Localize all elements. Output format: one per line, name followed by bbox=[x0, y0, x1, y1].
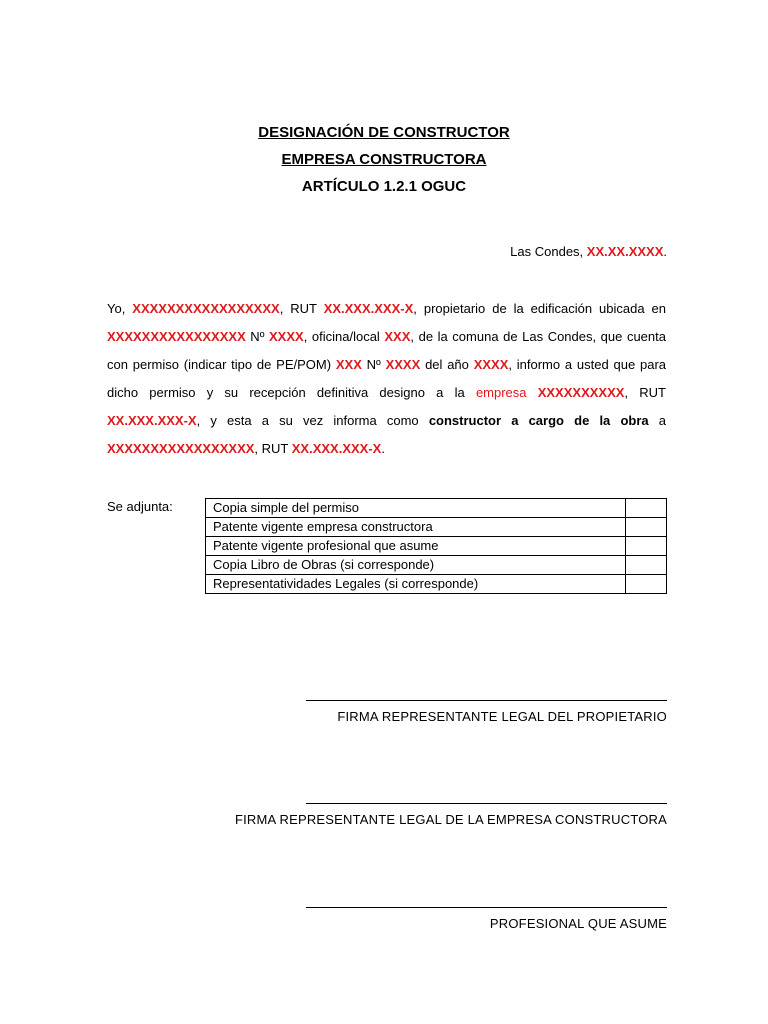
document-article: ARTÍCULO 1.2.1 OGUC bbox=[301, 178, 467, 195]
table-row bbox=[206, 575, 667, 594]
text-segment: , RUT bbox=[254, 441, 292, 456]
attachments-label: Se adjunta: bbox=[107, 499, 173, 514]
declaration-paragraph bbox=[107, 295, 666, 463]
text-segment: , RUT bbox=[279, 301, 324, 316]
text-segment: del año bbox=[420, 357, 474, 372]
attachment-checkbox-cell[interactable] bbox=[626, 575, 667, 594]
attachments-table bbox=[205, 498, 667, 594]
professional-signature-label: PROFESIONAL QUE ASUME bbox=[489, 916, 667, 931]
empresa-word: empresa bbox=[475, 385, 527, 400]
text-segment: Nº bbox=[245, 329, 270, 344]
constructor-name-placeholder: XXXXXXXXXXXXXXXXX bbox=[107, 441, 255, 456]
date-prefix: Las Condes, bbox=[510, 244, 587, 259]
text-segment: Yo, bbox=[107, 301, 133, 316]
attachment-checkbox-cell[interactable] bbox=[626, 499, 667, 518]
text-segment: , RUT bbox=[624, 385, 666, 400]
company-rut-placeholder: XX.XXX.XXX-X bbox=[107, 413, 197, 428]
address-number-placeholder: XXXX bbox=[269, 329, 304, 344]
owner-signature-line bbox=[306, 700, 667, 701]
address-placeholder: XXXXXXXXXXXXXXXX bbox=[107, 329, 246, 344]
attachment-item: Copia Libro de Obras (si corresponde) bbox=[206, 556, 626, 575]
text-segment: , informo a usted que para dicho permiso y su recepción definitiva designo a la bbox=[107, 357, 667, 400]
professional-signature-line bbox=[306, 907, 667, 908]
attachment-item: Patente vigente profesional que asume bbox=[206, 537, 626, 556]
document-title: DESIGNACIÓN DE CONSTRUCTOR bbox=[258, 124, 510, 141]
attachment-checkbox-cell[interactable] bbox=[626, 556, 667, 575]
attachment-item: Representatividades Legales (si corresponde) bbox=[206, 575, 626, 594]
attachment-item: Copia simple del permiso bbox=[206, 499, 626, 518]
attachment-item: Patente vigente empresa constructora bbox=[206, 518, 626, 537]
owner-signature-label: FIRMA REPRESENTANTE LEGAL DEL PROPIETARIO bbox=[337, 709, 667, 724]
text-segment: , oficina/local bbox=[303, 329, 385, 344]
text-segment: , y esta a su vez informa como bbox=[196, 413, 429, 428]
attachment-checkbox-cell[interactable] bbox=[626, 518, 667, 537]
table-row bbox=[206, 499, 667, 518]
attachment-checkbox-cell[interactable] bbox=[626, 537, 667, 556]
table-row bbox=[206, 537, 667, 556]
date-placeholder: XX.XX.XXXX bbox=[586, 244, 664, 259]
constructor-rut-placeholder: XX.XXX.XXX-X bbox=[291, 441, 382, 456]
table-row bbox=[206, 518, 667, 537]
date-suffix: . bbox=[663, 244, 667, 259]
company-placeholder: XXXXXXXXXX bbox=[537, 385, 625, 400]
permit-number-placeholder: XXXX bbox=[385, 357, 421, 372]
table-row bbox=[206, 556, 667, 575]
date-line bbox=[510, 244, 667, 259]
owner-name-placeholder: XXXXXXXXXXXXXXXXX bbox=[132, 301, 280, 316]
year-placeholder: XXXX bbox=[473, 357, 509, 372]
document-subtitle: EMPRESA CONSTRUCTORA bbox=[281, 151, 487, 168]
permit-type-placeholder: XXX bbox=[335, 357, 362, 372]
text-segment: , propietario de la edificación ubicada en bbox=[413, 301, 667, 316]
text-segment: a bbox=[648, 413, 667, 428]
text-segment: , de la comuna de Las Condes, que cuenta con permiso (indicar tipo de PE/POM) bbox=[107, 329, 666, 372]
text-segment bbox=[527, 385, 538, 400]
role-bold-text: constructor a cargo de la obra bbox=[428, 413, 649, 428]
text-segment: . bbox=[381, 441, 385, 456]
company-signature-line bbox=[306, 803, 667, 804]
owner-rut-placeholder: XX.XXX.XXX-X bbox=[323, 301, 414, 316]
text-segment: Nº bbox=[361, 357, 386, 372]
office-placeholder: XXX bbox=[384, 329, 411, 344]
company-signature-label: FIRMA REPRESENTANTE LEGAL DE LA EMPRESA CONSTRUCTORA bbox=[234, 812, 667, 827]
